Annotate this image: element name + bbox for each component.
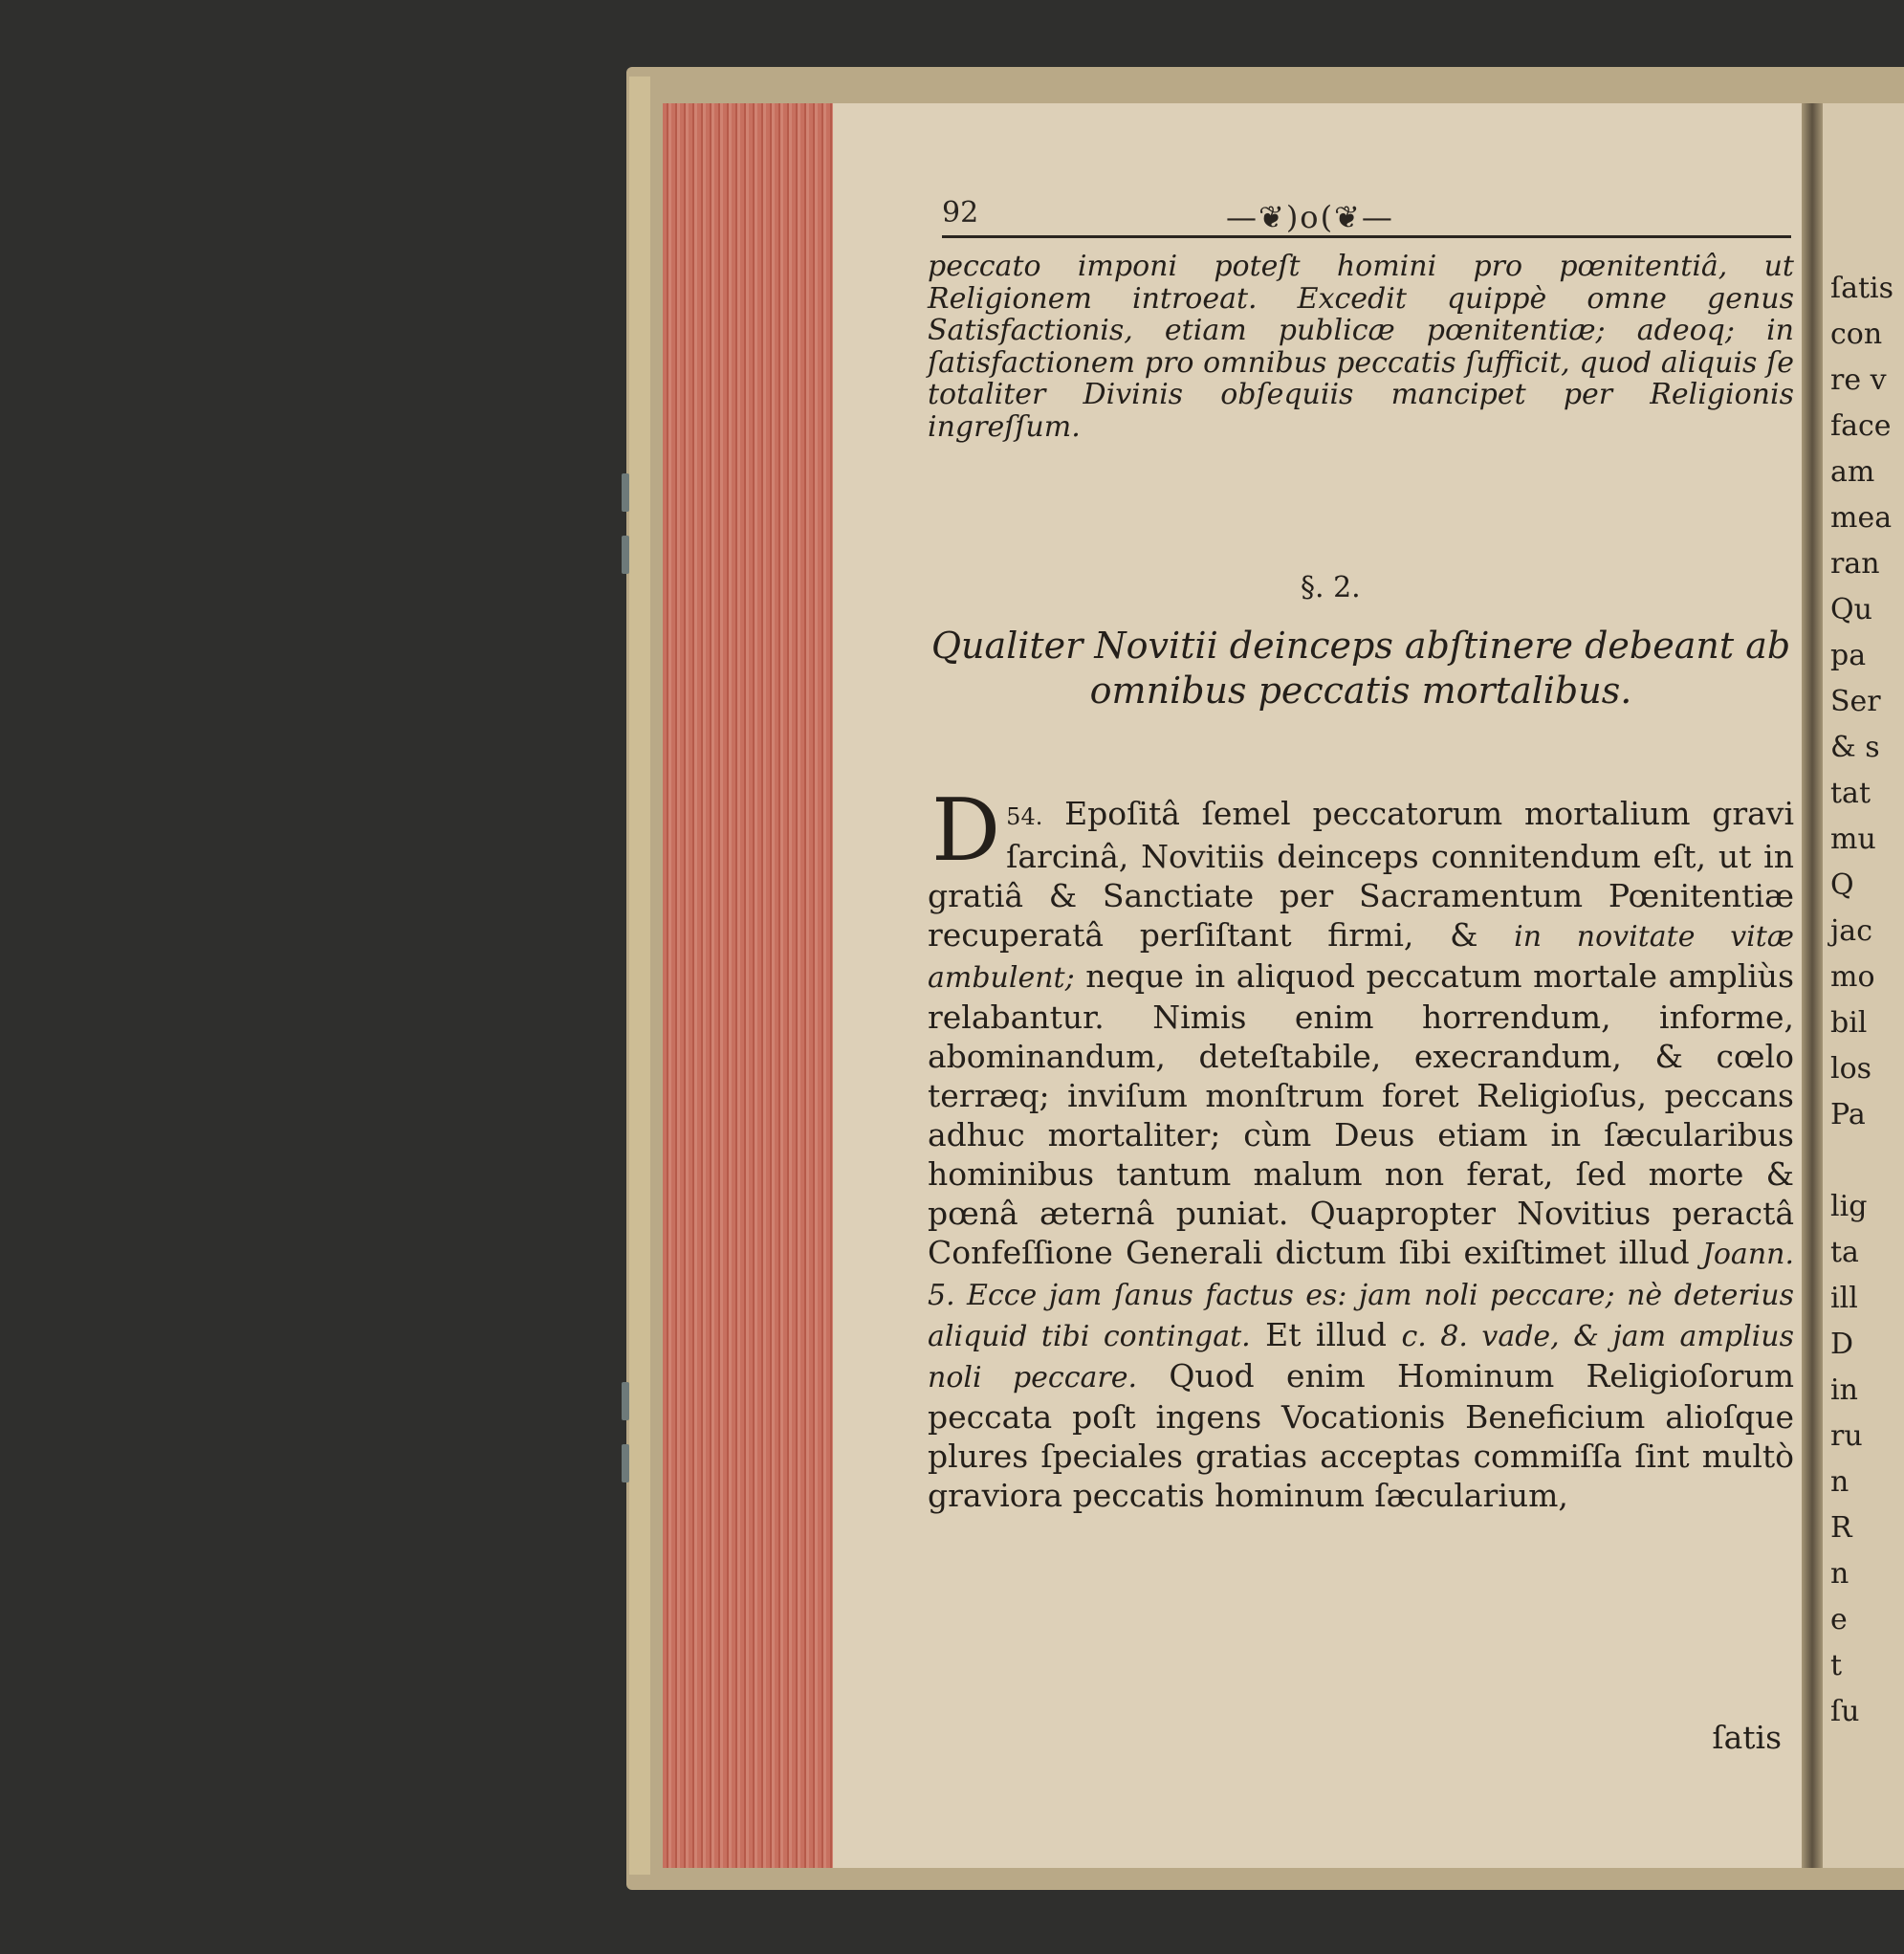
- right-page-fragment: pa: [1830, 639, 1867, 672]
- right-page-fragment: D: [1830, 1328, 1854, 1361]
- right-page-fragment: Ser: [1830, 685, 1881, 718]
- italic-paragraph: peccato imponi poteſt homini pro pœnitentiâ, ut Religionem introeat. Excedit quippè omne genus Satisfactionis, etiam publicæ pœnitentiæ; adeoq; in ſatisfactionem pro omnibus peccatis ſufficit, quod aliquis ſe totaliter Divinis obſequiis mancipet per Religionis ingreſſum.: [928, 250, 1794, 444]
- right-page-fragment: ta: [1830, 1236, 1859, 1269]
- header-ornament: —❦)o(❦—: [1226, 199, 1394, 235]
- right-page-fragment: ſatis: [1830, 272, 1894, 305]
- body-paragraph: [928, 780, 1794, 1515]
- right-page-fragment: n: [1830, 1465, 1849, 1499]
- right-page-fragment: n: [1830, 1557, 1849, 1591]
- right-page-fragment: mu: [1830, 823, 1876, 856]
- right-page-fragments: [1830, 266, 1893, 1735]
- header-rule: [942, 235, 1791, 238]
- section-mark: §. 2.: [1301, 571, 1361, 604]
- clasp-hinge-lower: [622, 1382, 629, 1420]
- right-page-fragment: Qu: [1830, 593, 1872, 626]
- right-page-fragment: ſu: [1830, 1695, 1860, 1728]
- right-page-fragment: mo: [1830, 960, 1875, 994]
- right-page-fragment: ill: [1830, 1282, 1858, 1315]
- page-number: 92: [942, 196, 979, 230]
- book-spine-edge: [629, 77, 650, 1875]
- right-page-fragment: R: [1830, 1511, 1852, 1545]
- right-page-fragment: con: [1830, 318, 1883, 351]
- right-page-fragment: t: [1830, 1649, 1843, 1682]
- right-page-fragment: mea: [1830, 501, 1893, 535]
- clasp-hinge-upper: [622, 536, 629, 574]
- right-page-fragment: jac: [1830, 914, 1872, 948]
- right-page-fragment: face: [1830, 409, 1892, 443]
- right-page-fragment: & s: [1830, 731, 1880, 764]
- right-page-fragment: am: [1830, 455, 1875, 489]
- paragraph-italic-3: c. 8. vade, & jam amplius noli peccare.: [928, 1320, 1794, 1394]
- catchword: ſatis: [1712, 1719, 1782, 1756]
- paragraph-number: 54.: [1006, 803, 1043, 830]
- right-page-fragment: [1830, 1138, 1893, 1184]
- right-page-fragment: in: [1830, 1373, 1858, 1407]
- section-heading: Qualiter Novitii deinceps abſtinere debeant ab omnibus peccatis mortalibus.: [930, 625, 1791, 712]
- right-page-fragment: re v: [1830, 363, 1887, 397]
- paragraph-italic-1: in novitate vitæ ambulent;: [928, 920, 1794, 995]
- right-page-fragment: Pa: [1830, 1098, 1866, 1131]
- paragraph-text-4: Quod enim Hominum Religioſorum peccata poſt ingens Vocationis Beneficium alioſque plures ſpeciales gratias acceptas commiſſa ſint multò graviora peccatis hominum ſæcularium,: [928, 1357, 1794, 1514]
- paragraph-italic-2: Joann. 5. Ecce jam ſanus factus es: jam noli peccare; nè deterius aliquid tibi contingat.: [928, 1238, 1794, 1353]
- right-page-fragment: Q: [1830, 868, 1854, 902]
- right-page-fragment: bil: [1830, 1006, 1868, 1040]
- book-gutter: [1802, 103, 1823, 1868]
- right-page: [1823, 103, 1904, 1868]
- right-page-fragment: tat: [1830, 777, 1871, 810]
- paragraph-text-3: Et illud: [1250, 1316, 1402, 1353]
- right-page-fragment: ran: [1830, 547, 1880, 581]
- clasp-hinge-top: [622, 473, 629, 512]
- right-page-fragment: ru: [1830, 1419, 1863, 1453]
- drop-capital: D: [931, 780, 1001, 881]
- paragraph-text-2: neque in aliquod peccatum mortale ampliùs relabantur. Nimis enim horrendum, informe, abominandum, deteſtabile, execrandum, & cœlo terræq; inviſum monſtrum foret Religioſus, peccans adhuc mortaliter; cùm Deus etiam in ſæcularibus hominibus tantum malum non ferat, ſed morte & pœnâ æternâ puniat. Quapropter Novitius peractâ Confeſſione Generali dictum ſibi exiſtimet illud: [928, 957, 1794, 1271]
- right-page-fragment: e: [1830, 1603, 1848, 1636]
- paragraph-text-1: Epoſitâ ſemel peccatorum mortalium gravi ſarcinâ, Novitiis deinceps connitendum eſt, ut in gratiâ & Sanctiate per Sacramentum Pœnitentiæ recuperatâ perſiſtant firmi, &: [928, 795, 1794, 954]
- page-fore-edge: [663, 103, 833, 1868]
- right-page-fragment: lig: [1830, 1190, 1868, 1223]
- clasp-hinge-bottom: [622, 1444, 629, 1482]
- right-page-fragment: los: [1830, 1052, 1872, 1086]
